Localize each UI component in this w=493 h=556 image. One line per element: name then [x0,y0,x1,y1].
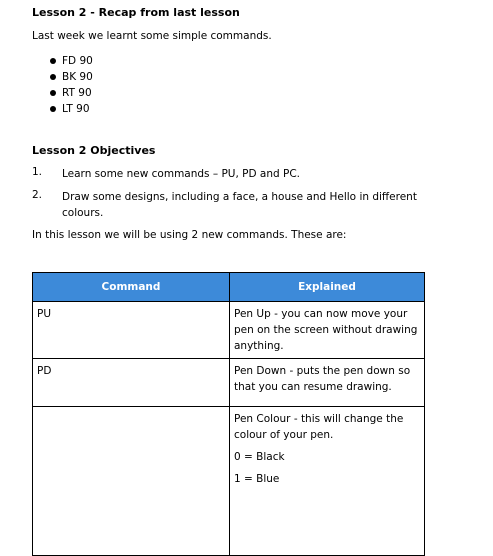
objectives-summary: In this lesson we will be using 2 new commands. These are: [32,229,347,241]
objective-text: Learn some new commands – PU, PD and PC. [62,168,300,180]
objective-number: 1. [32,166,43,178]
command-cell: PD [33,359,230,407]
command-cell [33,407,230,556]
recap-heading: Lesson 2 - Recap from last lesson [32,6,240,19]
colour-code: 0 = Black [234,451,285,463]
recap-intro: Last week we learnt some simple commands. [32,30,272,42]
bullet-icon [50,90,56,96]
explained-cell: Pen Down - puts the pen down so that you can resume drawing. [230,359,425,407]
bullet-icon [50,58,56,64]
list-item: BK 90 [40,69,93,85]
command-cell: PU [33,302,230,359]
bullet-icon [50,106,56,112]
list-item: FD 90 [40,53,93,69]
list-item: RT 90 [40,85,93,101]
column-header-explained: Explained [230,273,425,302]
explained-cell [230,407,425,556]
explained-cell: Pen Up - you can now move your pen on the screen without drawing anything. [230,302,425,359]
table-header-row [33,273,425,302]
bullet-icon [50,74,56,80]
objectives-heading: Lesson 2 Objectives [32,144,156,157]
command-list [40,53,93,117]
table-row [33,302,425,359]
column-header-command: Command [33,273,230,302]
table-row [33,359,425,407]
objective-number: 2. [32,189,43,201]
commands-table [32,272,425,556]
table-row [33,407,425,556]
objective-text: Draw some designs, including a face, a house and Hello in different colours. [62,191,417,219]
colour-code: 1 = Blue [234,473,280,485]
list-item: LT 90 [40,101,93,117]
explained-text: Pen Colour - this will change the colour of your pen. [234,413,404,441]
